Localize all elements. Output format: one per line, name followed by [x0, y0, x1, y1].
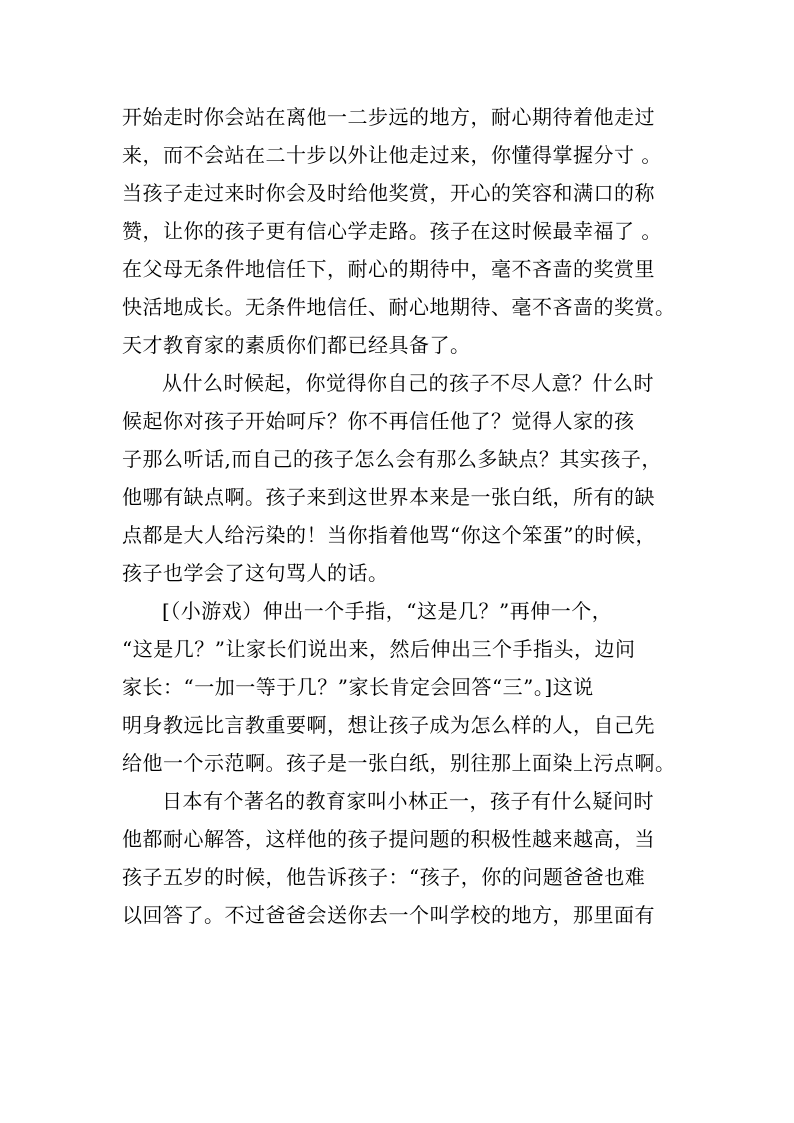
text-line: 给他一个示范啊。孩子是一张白纸，别往那上面染上污点啊。 — [122, 751, 676, 775]
text-line: 他哪有缺点啊。孩子来到这世界本来是一张白纸，所有的缺 — [122, 485, 655, 509]
body-text — [122, 98, 674, 934]
text-line: 在父母无条件地信任下，耐心的期待中，毫不吝啬的奖赏里 — [122, 257, 655, 281]
paragraph-start-line: [（小游戏）伸出一个手指，“这是几？”再伸一个， — [162, 599, 613, 623]
text-line: 以回答了。不过爸爸会送你去一个叫学校的地方，那里面有 — [122, 903, 655, 927]
text-line: 点都是大人给污染的！当你指着他骂“你这个笨蛋”的时候， — [122, 523, 656, 547]
text-line: 当孩子走过来时你会及时给他奖赏，开心的笑容和满口的称 — [122, 181, 655, 205]
text-line: 赞，让你的孩子更有信心学走路。孩子在这时候最幸福了 。 — [122, 219, 662, 243]
text-line: 家长：“一加一等于几？”家长肯定会回答“三”。]这说 — [122, 675, 594, 699]
text-line: 天才教育家的素质你们都已经具备了。 — [122, 333, 471, 357]
text-line: “这是几？”让家长们说出来，然后伸出三个手指头，边问 — [122, 637, 636, 661]
text-line: 开始走时你会站在离他一二步远的地方，耐心期待着他走过 — [122, 105, 655, 129]
paragraph-start-line: 从什么时候起，你觉得你自己的孩子不尽人意？什么时 — [162, 371, 654, 395]
text-line: 来，而不会站在二十步以外让他走过来，你懂得掌握分寸 。 — [122, 143, 662, 167]
text-line: 子那么听话,而自己的孩子怎么会有那么多缺点？其实孩子， — [122, 447, 662, 471]
text-line: 孩子五岁的时候，他告诉孩子：“孩子，你的问题爸爸也难 — [122, 865, 646, 889]
text-line: 快活地成长。无条件地信任、耐心地期待、毫不吝啬的奖赏。 — [122, 295, 676, 319]
text-line: 候起你对孩子开始呵斥？你不再信任他了？觉得人家的孩 — [122, 409, 635, 433]
text-line: 孩子也学会了这句骂人的话。 — [122, 561, 389, 585]
text-line: 明身教远比言教重要啊，想让孩子成为怎么样的人，自己先 — [122, 713, 655, 737]
paragraph-start-line: 日本有个著名的教育家叫小林正一，孩子有什么疑问时 — [162, 789, 654, 813]
text-line: 他都耐心解答，这样他的孩子提问题的积极性越来越高，当 — [122, 827, 655, 851]
